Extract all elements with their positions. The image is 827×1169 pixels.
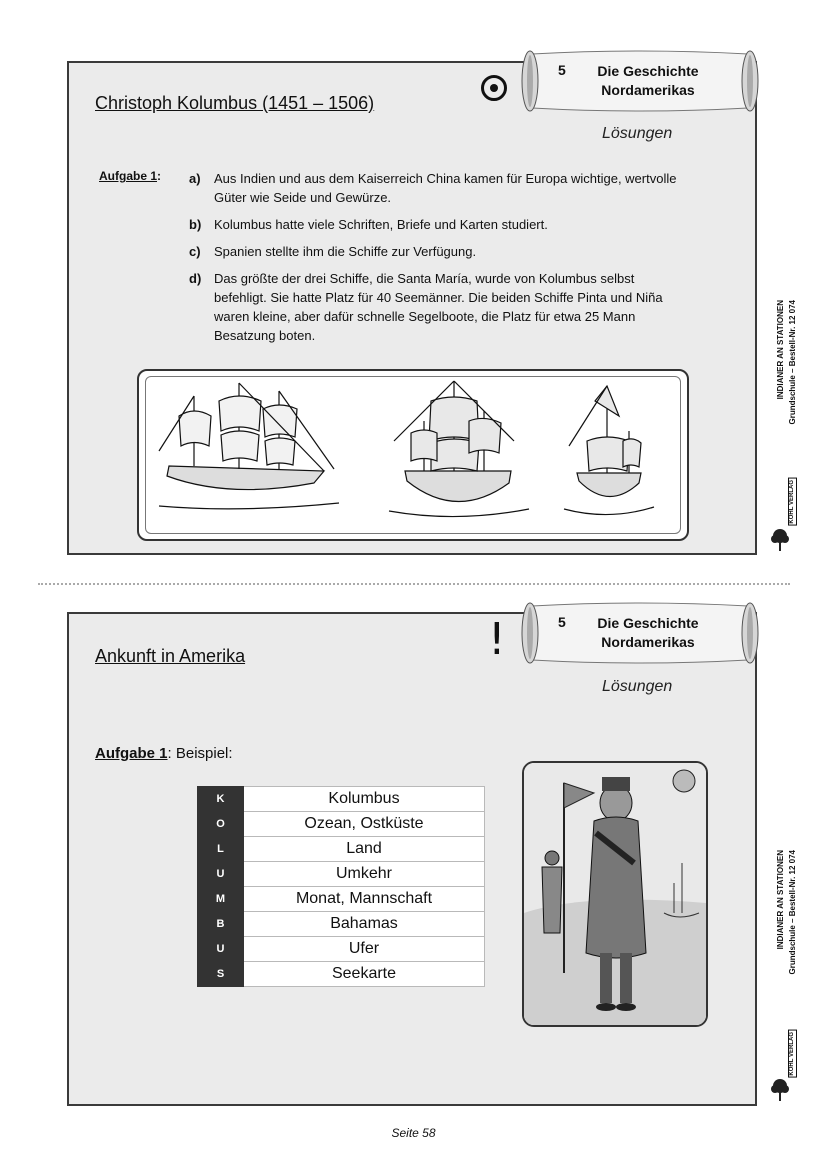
ships-illustration xyxy=(137,369,689,541)
table-row: L Land xyxy=(198,837,485,862)
chapter-title: Die Geschichte Nordamerikas xyxy=(597,615,699,650)
chapter-number: 5 xyxy=(558,614,566,630)
chapter-number: 5 xyxy=(558,62,566,78)
series-title: INDIANER AN STATIONEN xyxy=(776,850,785,950)
solutions-label: Lösungen xyxy=(602,125,673,142)
side-info-1 xyxy=(768,300,827,560)
table-row: K Kolumbus xyxy=(198,787,485,812)
page-title: Christoph Kolumbus (1451 – 1506) xyxy=(95,93,375,113)
publisher-logo-text: KOHL VERLAG xyxy=(789,1032,795,1076)
ship-santa-maria-illustration xyxy=(159,383,339,509)
solutions-label: Lösungen xyxy=(602,678,673,695)
chapter-banner-1 xyxy=(518,48,762,114)
card-ankunft xyxy=(67,612,757,1106)
table-row: S Seekarte xyxy=(198,962,485,987)
table-row: U Ufer xyxy=(198,937,485,962)
table-row: M Monat, Mannschaft xyxy=(198,887,485,912)
tree-logo-icon xyxy=(770,1078,790,1102)
ship-nina-illustration xyxy=(564,386,654,515)
side-info-2 xyxy=(768,850,827,1110)
order-number: Grundschule – Bestell-Nr. 12 074 xyxy=(788,300,797,425)
answer-d: d) Das größte der drei Schiffe, die Santa María, wurde von Kolumbus selbst befehligt. Sie hatte Platz für 40 Seemänner. Die beiden Schiffe Pinta und Niña waren kleine, aber dafür schnelle Segelboote, die Platz für etwa 25 Mann Besatzung boten. xyxy=(189,271,663,343)
table-row: B Bahamas xyxy=(198,912,485,937)
answer-a: a) Aus Indien und aus dem Kaiserreich China kamen für Europa wichtige, wertvolle Güter wie Seide und Gewürze. xyxy=(189,171,677,205)
card-kolumbus xyxy=(67,61,757,555)
ship-pinta-illustration xyxy=(389,381,529,517)
answer-c: c) Spanien stellte ihm die Schiffe zur Verfügung. xyxy=(189,244,477,259)
page-title: Ankunft in Amerika xyxy=(95,646,246,666)
page-number: Seite 58 xyxy=(391,1126,436,1140)
exclamation-icon: ! xyxy=(488,614,506,665)
columbus-portrait-illustration xyxy=(522,761,708,1027)
page-divider xyxy=(38,583,790,585)
acrostic-table xyxy=(197,786,485,987)
table-row: O Ozean, Ostküste xyxy=(198,812,485,837)
series-title: INDIANER AN STATIONEN xyxy=(776,300,785,400)
target-icon xyxy=(481,75,507,101)
tree-logo-icon xyxy=(770,528,790,552)
chapter-title: Die Geschichte Nordamerikas xyxy=(597,63,699,98)
chapter-banner-2 xyxy=(518,600,762,666)
publisher-logo-text: KOHL VERLAG xyxy=(789,480,795,524)
answer-list xyxy=(189,169,679,353)
order-number: Grundschule – Bestell-Nr. 12 074 xyxy=(788,850,797,975)
answer-b: b) Kolumbus hatte viele Schriften, Briefe und Karten studiert. xyxy=(189,217,548,232)
task-label: Aufgabe 1: Beispiel: xyxy=(95,745,233,762)
table-row: U Umkehr xyxy=(198,862,485,887)
task-label: Aufgabe 1: xyxy=(99,169,162,183)
